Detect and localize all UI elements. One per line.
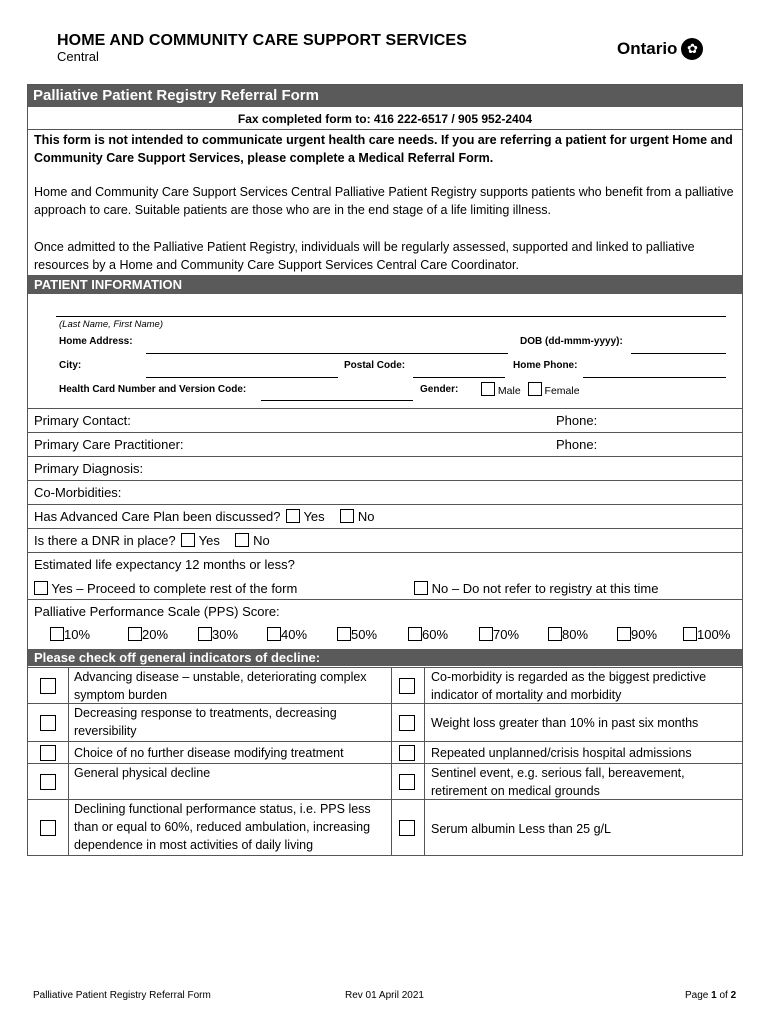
- primary-contact-phone-label: Phone:: [556, 413, 598, 428]
- life-exp-no-label: No – Do not refer to registry at this time: [431, 581, 659, 596]
- life-exp-yes-label: Yes – Proceed to complete rest of the form: [51, 581, 298, 596]
- pps-option-label: 40%: [281, 627, 308, 642]
- pps-option-2: [128, 627, 168, 642]
- dnr-row: [28, 528, 742, 552]
- dnr-yes-checkbox[interactable]: [181, 533, 195, 547]
- indicator-right-text: Serum albumin Less than 25 g/L: [431, 822, 611, 836]
- male-label: Male: [497, 385, 521, 397]
- acp-no-label: No: [357, 509, 375, 524]
- patient-info-heading: PATIENT INFORMATION: [28, 275, 742, 294]
- indicators-heading: Please check off general indicators of decline:: [28, 649, 742, 666]
- primary-contact-label: Primary Contact:: [34, 413, 131, 428]
- pps-option-label: 80%: [562, 627, 589, 642]
- pps-option-8: [548, 627, 588, 642]
- org-region: Central: [57, 49, 99, 64]
- pps-row: [28, 599, 742, 647]
- pps-option-9: [617, 627, 657, 642]
- primary-diagnosis-label: Primary Diagnosis:: [34, 461, 144, 476]
- footer-form-name: Palliative Patient Registry Referral Form: [33, 990, 211, 1001]
- postal-code-field[interactable]: [413, 377, 505, 378]
- life-exp-yes-checkbox[interactable]: [34, 581, 48, 595]
- pps-option-label: 30%: [212, 627, 239, 642]
- dnr-yes-label: Yes: [198, 533, 220, 548]
- primary-diagnosis-row[interactable]: [28, 456, 742, 480]
- dnr-question: Is there a DNR in place?: [34, 533, 176, 548]
- urgent-warning: This form is not intended to communicate urgent health care needs. If you are referring a patient for urgent Home and Community Care Support Services, please complete a Medical Referral Form.: [34, 133, 733, 165]
- table-divider: [424, 667, 425, 856]
- pps-option-label: 10%: [64, 627, 91, 642]
- city-field[interactable]: [146, 377, 338, 378]
- indicator-row: [28, 667, 742, 703]
- pps-option-label: 100%: [697, 627, 731, 642]
- pps-checkbox[interactable]: [267, 627, 281, 641]
- org-name: HOME AND COMMUNITY CARE SUPPORT SERVICES: [57, 32, 467, 49]
- acp-no-checkbox[interactable]: [340, 509, 354, 523]
- fax-instructions: Fax completed form to: 416 222-6517 / 905 952-2404: [237, 112, 533, 126]
- ontario-logo: [617, 38, 703, 60]
- city-label: City:: [59, 360, 82, 371]
- male-checkbox[interactable]: [481, 382, 495, 396]
- footer-page-number: 1: [711, 990, 717, 1001]
- female-checkbox[interactable]: [528, 382, 542, 396]
- life-expectancy-question: Estimated life expectancy 12 months or less?: [34, 557, 295, 572]
- pps-checkbox[interactable]: [337, 627, 351, 641]
- health-card-label: Health Card Number and Version Code:: [59, 384, 247, 395]
- life-expectancy-row: [28, 552, 742, 599]
- indicator-right-checkbox[interactable]: [399, 678, 415, 694]
- female-label: Female: [544, 385, 580, 397]
- indicator-right-checkbox[interactable]: [399, 745, 415, 761]
- indicator-right-text: Co-morbidity is regarded as the biggest predictive indicator of mortality and morbidity: [431, 670, 707, 702]
- pps-option-7: [479, 627, 519, 642]
- postal-code-label: Postal Code:: [344, 360, 406, 371]
- home-address-label: Home Address:: [59, 336, 133, 347]
- indicator-right-checkbox[interactable]: [399, 820, 415, 836]
- co-morbidities-row[interactable]: [28, 480, 742, 504]
- indicator-left-text: Choice of no further disease modifying treatment: [74, 746, 344, 760]
- primary-care-phone-label: Phone:: [556, 437, 598, 452]
- indicator-left-checkbox[interactable]: [40, 820, 56, 836]
- divider: [28, 129, 742, 130]
- indicator-left-text: Advancing disease – unstable, deteriorating complex symptom burden: [74, 670, 367, 702]
- name-field[interactable]: [56, 316, 726, 317]
- indicator-left-checkbox[interactable]: [40, 774, 56, 790]
- pps-option-1: [50, 627, 90, 642]
- pps-checkbox[interactable]: [479, 627, 493, 641]
- acp-yes-label: Yes: [303, 509, 325, 524]
- indicator-row: [28, 763, 742, 799]
- pps-option-5: [337, 627, 377, 642]
- dob-field[interactable]: [631, 353, 726, 354]
- name-hint: (Last Name, First Name): [59, 319, 163, 330]
- footer-page-total: 2: [730, 990, 737, 1001]
- indicator-right-checkbox[interactable]: [399, 774, 415, 790]
- pps-label: Palliative Performance Scale (PPS) Score:: [34, 604, 280, 619]
- dnr-no-label: No: [253, 533, 270, 548]
- pps-option-label: 60%: [422, 627, 449, 642]
- indicator-left-text: Decreasing response to treatments, decreasing reversibility: [74, 706, 337, 738]
- primary-care-label: Primary Care Practitioner:: [34, 437, 184, 452]
- footer-page: Page 1 of 2: [685, 990, 737, 1001]
- table-divider: [391, 667, 392, 856]
- pps-option-10: [683, 627, 730, 642]
- home-address-field[interactable]: [146, 353, 508, 354]
- form-frame: [27, 84, 743, 856]
- dnr-no-checkbox[interactable]: [235, 533, 249, 547]
- co-morbidities-label: Co-Morbidities:: [34, 485, 122, 500]
- pps-option-label: 90%: [631, 627, 658, 642]
- indicator-right-text: Repeated unplanned/crisis hospital admissions: [431, 746, 692, 760]
- indicator-row: [28, 703, 742, 741]
- indicator-left-checkbox[interactable]: [40, 715, 56, 731]
- home-phone-field[interactable]: [583, 377, 726, 378]
- pps-option-6: [408, 627, 448, 642]
- form-title: Palliative Patient Registry Referral Form: [28, 85, 742, 107]
- trillium-icon: ✿: [681, 38, 703, 60]
- pps-checkbox[interactable]: [408, 627, 422, 641]
- indicator-right-checkbox[interactable]: [399, 715, 415, 731]
- indicator-row: [28, 799, 742, 856]
- acp-yes-checkbox[interactable]: [286, 509, 300, 523]
- pps-option-4: [267, 627, 307, 642]
- pps-option-3: [198, 627, 238, 642]
- pps-checkbox[interactable]: [50, 627, 64, 641]
- pps-option-label: 50%: [351, 627, 378, 642]
- indicator-right-text: Sentinel event, e.g. serious fall, bereavement, retirement on medical grounds: [431, 766, 685, 798]
- indicator-right-text: Weight loss greater than 10% in past six months: [431, 716, 699, 730]
- acp-row: [28, 504, 742, 528]
- dob-label: DOB (dd-mmm-yyyy):: [520, 336, 623, 347]
- indicator-left-text: Declining functional performance status, i.e. PPS less than or equal to 60%, reduced ambulation, increasing dependence in most activities of daily living: [74, 802, 371, 852]
- indicator-left-checkbox[interactable]: [40, 678, 56, 694]
- footer-revision: Rev 01 April 2021: [345, 990, 424, 1001]
- pps-checkbox[interactable]: [128, 627, 142, 641]
- home-phone-label: Home Phone:: [513, 360, 578, 371]
- ontario-logo-text: Ontario: [617, 39, 678, 58]
- pps-option-label: 70%: [493, 627, 520, 642]
- indicator-row: [28, 741, 742, 763]
- life-exp-no-checkbox[interactable]: [414, 581, 428, 595]
- primary-contact-row[interactable]: [28, 408, 742, 432]
- primary-care-row[interactable]: [28, 432, 742, 456]
- acp-question: Has Advanced Care Plan been discussed?: [34, 509, 281, 524]
- health-card-field[interactable]: [261, 400, 413, 401]
- pps-option-label: 20%: [142, 627, 169, 642]
- pps-checkbox[interactable]: [548, 627, 562, 641]
- table-divider: [68, 667, 69, 856]
- intro-paragraph-2: Once admitted to the Palliative Patient Registry, individuals will be regularly assessed, supported and linked to palliative resources by a Home and Community Care Support Services Central Care Coordinator.: [34, 240, 695, 272]
- gender-label: Gender:: [420, 384, 459, 395]
- pps-checkbox[interactable]: [198, 627, 212, 641]
- pps-checkbox[interactable]: [683, 627, 697, 641]
- intro-paragraph-1: Home and Community Care Support Services Central Palliative Patient Registry supports patients who benefit from a palliative approach to care. Suitable patients are those who are in the end stage of a life limiting illness.: [34, 185, 734, 217]
- indicator-left-text: General physical decline: [74, 766, 211, 780]
- indicator-left-checkbox[interactable]: [40, 745, 56, 761]
- pps-checkbox[interactable]: [617, 627, 631, 641]
